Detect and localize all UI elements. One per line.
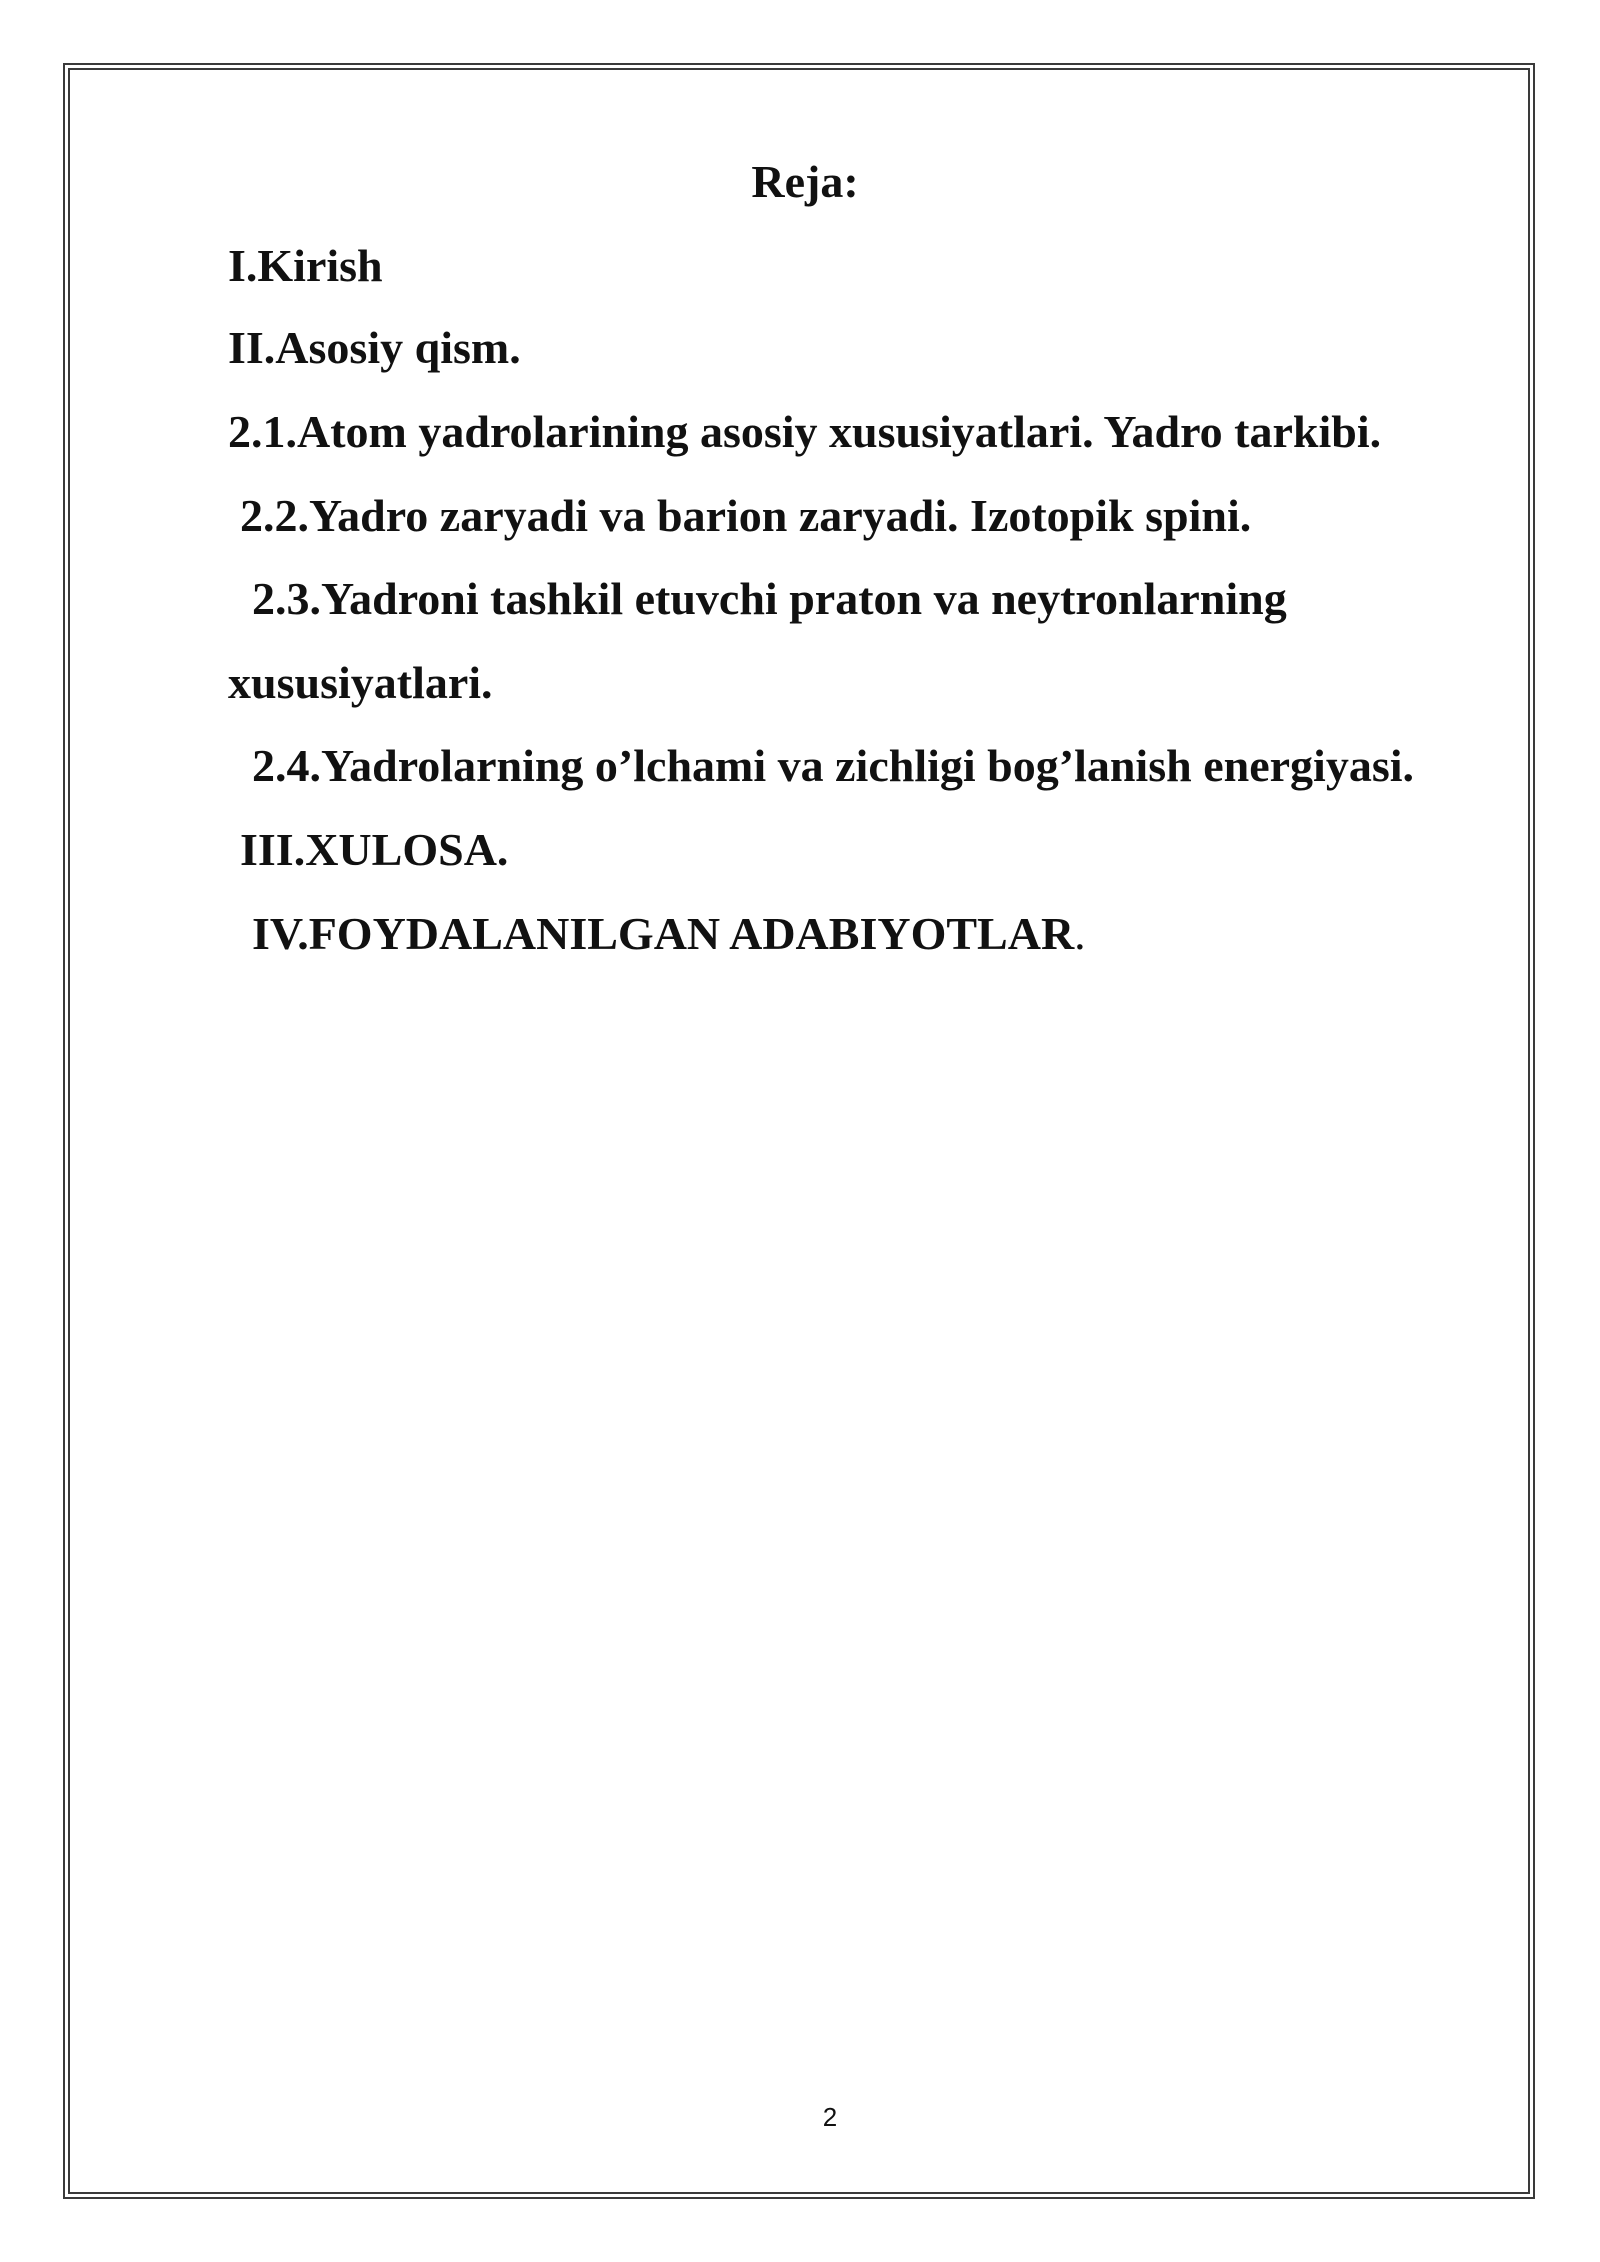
toc-item-2-3: 2.3.Yadroni tashkil etuvchi praton va neytronlarning [252,573,1287,624]
toc-item-2-4: 2.4.Yadrolarning o’lchami va zichligi bog’lanish energiyasi. [252,740,1414,791]
toc-item-adabiyotlar [252,904,1086,964]
toc-item-asosiy-qism: II.Asosiy qism. [228,322,521,373]
toc-item-2-2: 2.2.Yadro zaryadi va barion zaryadi. Izotopik spini. [240,490,1252,541]
toc-item-kirish: I.Kirish [228,240,383,291]
toc-item-xulosa: III.XULOSA. [240,824,509,875]
page-title: Reja: [751,156,859,207]
toc-item-2-1: 2.1.Atom yadrolarining asosiy xususiyatlari. Yadro tarkibi. [228,406,1382,457]
toc-item-adabiyotlar-text: IV.FOYDALANILGAN ADABIYOTLAR [252,908,1075,959]
toc-item-2-3-continued: xususiyatlari. [228,657,493,708]
toc-item-adabiyotlar-period: . [1074,908,1086,959]
page-number: 2 [822,2102,838,2132]
page-border-inner [68,68,1530,2194]
